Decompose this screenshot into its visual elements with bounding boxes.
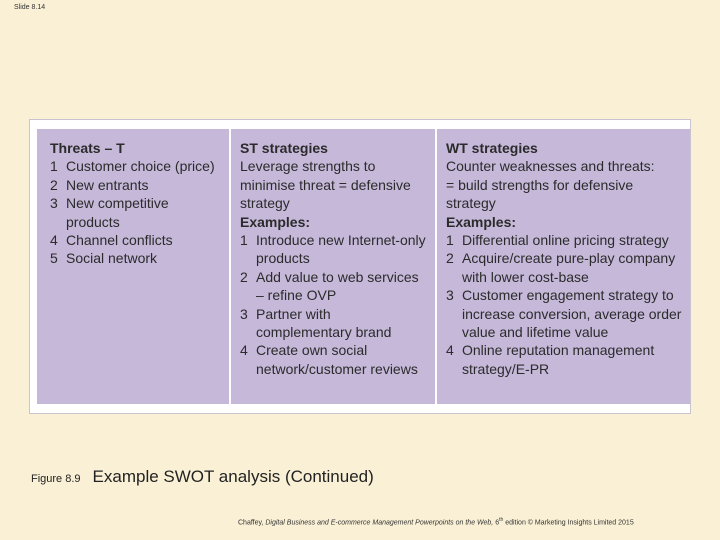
item-number: 1	[446, 232, 454, 249]
item-text: Partner with complementary brand	[256, 305, 392, 341]
threats-list	[50, 157, 221, 267]
item-number: 3	[240, 305, 248, 322]
list-item	[50, 157, 221, 175]
swot-table	[37, 129, 690, 404]
wt-intro-line: strategy	[446, 195, 496, 212]
item-text: Introduce new Internet-only products	[256, 232, 426, 267]
slide-number: Slide 8.14	[14, 4, 46, 11]
list-item	[240, 268, 427, 305]
wt-examples-label: Examples:	[446, 213, 517, 230]
item-number: 1	[50, 158, 58, 175]
wt-intro-line: = build strengths for defensive	[446, 176, 634, 193]
item-number: 2	[50, 176, 58, 193]
figure-label: Figure 8.9	[31, 473, 81, 485]
st-examples-label: Examples:	[240, 213, 311, 230]
item-text: New competitive products	[66, 195, 169, 230]
item-number: 3	[50, 195, 58, 212]
item-text: Online reputation management strategy/E-PR	[462, 342, 655, 377]
item-text: Create own social network/customer reviews	[256, 342, 418, 377]
item-number: 5	[50, 250, 58, 267]
st-examples-list	[240, 231, 427, 378]
item-number: 4	[50, 232, 58, 249]
item-text: Differential online pricing strategy	[462, 232, 669, 249]
threats-column	[37, 129, 231, 404]
list-item	[240, 305, 427, 342]
list-item	[446, 231, 682, 249]
item-number: 4	[240, 342, 248, 359]
copyright-footer	[238, 517, 634, 526]
item-text: Channel conflicts	[66, 232, 173, 249]
footer-edition-suffix: th	[499, 517, 504, 523]
item-number: 3	[446, 287, 454, 304]
footer-book-title: Digital Business and E-commerce Management Powerpoints on the Web,	[265, 519, 494, 527]
item-number: 1	[240, 232, 248, 249]
list-item	[240, 341, 427, 378]
wt-intro-line: Counter weaknesses and threats:	[446, 158, 655, 175]
wt-strategies-column	[437, 129, 690, 404]
st-intro-line: strategy	[240, 195, 290, 212]
footer-copyright: edition © Marketing Insights Limited 2015	[503, 519, 634, 527]
st-intro-line: minimise threat = defensive	[240, 176, 411, 193]
item-text: Social network	[66, 250, 158, 267]
list-item	[50, 231, 221, 249]
item-text: Customer engagement strategy to increase conversion, average order value and lifetime value	[462, 287, 682, 341]
item-text: Acquire/create pure-play company with lower cost-base	[462, 250, 676, 285]
footer-author: Chaffey,	[238, 519, 266, 527]
threats-heading: Threats – T	[50, 140, 125, 156]
item-number: 2	[240, 268, 248, 285]
st-strategies-column	[231, 129, 437, 404]
item-text: Customer choice (price)	[66, 158, 215, 175]
figure-caption	[31, 467, 374, 487]
list-item	[446, 286, 682, 341]
list-item	[240, 231, 427, 268]
list-item	[50, 176, 221, 194]
st-intro-line: Leverage strengths to	[240, 158, 376, 175]
footer-edition: 6	[493, 519, 500, 527]
st-heading: ST strategies	[240, 140, 328, 156]
item-text: Add value to web services – refine OVP	[256, 268, 419, 304]
list-item	[50, 194, 221, 231]
wt-heading: WT strategies	[446, 140, 538, 156]
item-text: New entrants	[66, 176, 149, 193]
list-item	[446, 249, 682, 286]
figure-title: Example SWOT analysis (Continued)	[92, 467, 374, 486]
wt-examples-list	[446, 231, 682, 378]
item-number: 2	[446, 250, 454, 267]
item-number: 4	[446, 342, 454, 359]
list-item	[446, 341, 682, 378]
list-item	[50, 249, 221, 267]
